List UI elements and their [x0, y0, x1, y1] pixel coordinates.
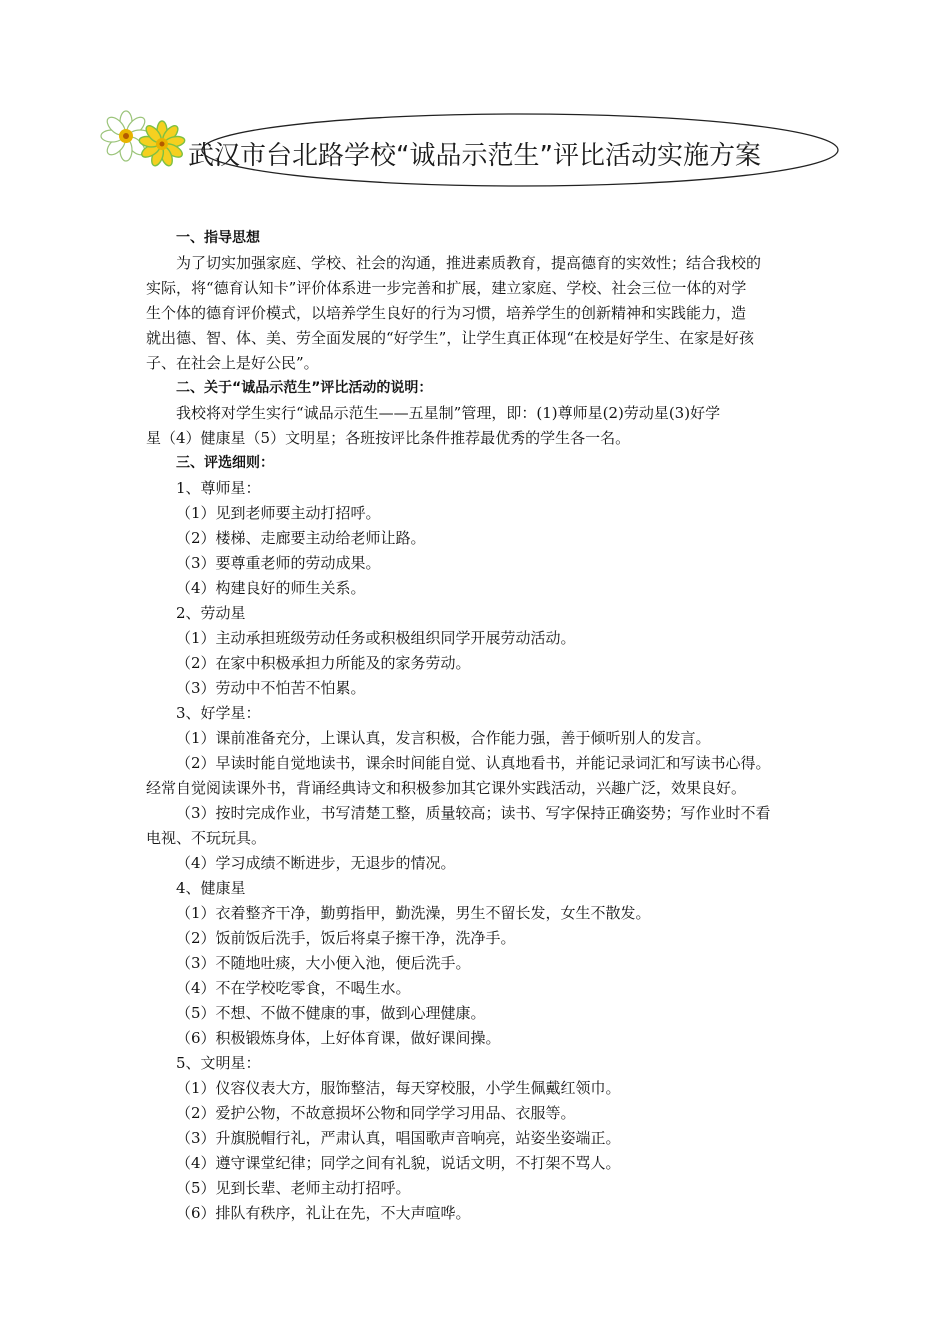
- list-item: （6）积极锻炼身体，上好体育课，做好课间操。: [176, 1029, 501, 1047]
- document-title: 武汉市台北路学校“诚品示范生”评比活动实施方案: [188, 141, 761, 171]
- star-title-health: 4、健康星: [176, 879, 246, 897]
- list-item: （1）见到老师要主动打招呼。: [176, 504, 381, 522]
- list-item: （1）仪容仪表大方，服饰整洁，每天穿校服，小学生佩戴红领巾。: [176, 1079, 621, 1097]
- list-item: （3）按时完成作业，书写清楚工整，质量较高；读书、写字保持正确姿势；写作业时不看: [176, 804, 771, 822]
- star-title-labor: 2、劳动星: [176, 604, 246, 622]
- list-item: （2）楼梯、走廊要主动给老师让路。: [176, 529, 426, 547]
- list-item: （2）在家中积极承担力所能及的家务劳动。: [176, 654, 471, 672]
- list-item: （4）不在学校吃零食，不喝生水。: [176, 979, 411, 997]
- star-title-respect-teacher: 1、尊师星：: [176, 479, 261, 497]
- document-body: [146, 226, 810, 1226]
- star-title-civility: 5、文明星：: [176, 1054, 261, 1072]
- list-item: （6）排队有秩序，礼让在先，不大声喧哗。: [176, 1204, 471, 1222]
- list-item: （4）学习成绩不断进步，无退步的情况。: [176, 854, 456, 872]
- list-item-continuation: 电视、不玩玩具。: [146, 829, 267, 847]
- paragraph-line: 星（4）健康星（5）文明星；各班按评比条件推荐最优秀的学生各一名。: [146, 429, 631, 447]
- star-title-study: 3、好学星：: [176, 704, 261, 722]
- list-item: （4）构建良好的师生关系。: [176, 579, 366, 597]
- list-item: （2）早读时能自觉地读书，课余时间能自觉、认真地看书，并能记录词汇和写读书心得。: [176, 754, 771, 772]
- paragraph-line: 就出德、智、体、美、劳全面发展的“好学生”，让学生真正体现“在校是好学生、在家是好孩: [146, 329, 755, 347]
- list-item: （3）升旗脱帽行礼，严肃认真，唱国歌声音响亮，站姿坐姿端正。: [176, 1129, 621, 1147]
- list-item: （5）不想、不做不健康的事，做到心理健康。: [176, 1004, 486, 1022]
- list-item: （2）爱护公物，不故意损坏公物和同学学习用品、衣服等。: [176, 1104, 576, 1122]
- paragraph-line: 我校将对学生实行“诚品示范生——五星制”管理，即：(1)尊师星(2)劳动星(3)好学: [176, 404, 721, 422]
- section-heading-selection-rules: 三、评选细则：: [176, 455, 274, 471]
- paragraph-line: 生个体的德育评价模式，以培养学生良好的行为习惯，培养学生的创新精神和实践能力，造: [146, 304, 747, 322]
- list-item: （5）见到长辈、老师主动打招呼。: [176, 1179, 411, 1197]
- section-heading-activity-description: 二、关于“诚品示范生”评比活动的说明：: [176, 380, 433, 396]
- list-item: （1）主动承担班级劳动任务或积极组织同学开展劳动活动。: [176, 629, 576, 647]
- list-item: （1）课前准备充分，上课认真，发言积极，合作能力强，善于倾听别人的发言。: [176, 729, 711, 747]
- list-item: （1）衣着整齐干净，勤剪指甲，勤洗澡，男生不留长发，女生不散发。: [176, 904, 651, 922]
- list-item: （2）饭前饭后洗手，饭后将桌子擦干净，洗净手。: [176, 929, 516, 947]
- paragraph-line: 实际，将“德育认知卡”评价体系进一步完善和扩展，建立家庭、学校、社会三位一体的对学: [146, 279, 747, 297]
- paragraph-line: 子、在社会上是好公民”。: [146, 354, 319, 372]
- title-banner: [100, 100, 860, 195]
- list-item-continuation: 经常自觉阅读课外书，背诵经典诗文和积极参加其它课外实践活动，兴趣广泛，效果良好。: [146, 779, 747, 797]
- section-heading-guiding-principle: 一、指导思想: [176, 230, 260, 246]
- list-item: （3）要尊重老师的劳动成果。: [176, 554, 381, 572]
- list-item: （4）遵守课堂纪律；同学之间有礼貌，说话文明，不打架不骂人。: [176, 1154, 621, 1172]
- list-item: （3）劳动中不怕苦不怕累。: [176, 679, 366, 697]
- list-item: （3）不随地吐痰，大小便入池，便后洗手。: [176, 954, 471, 972]
- paragraph-line: 为了切实加强家庭、学校、社会的沟通，推进素质教育，提高德育的实效性；结合我校的: [176, 254, 762, 272]
